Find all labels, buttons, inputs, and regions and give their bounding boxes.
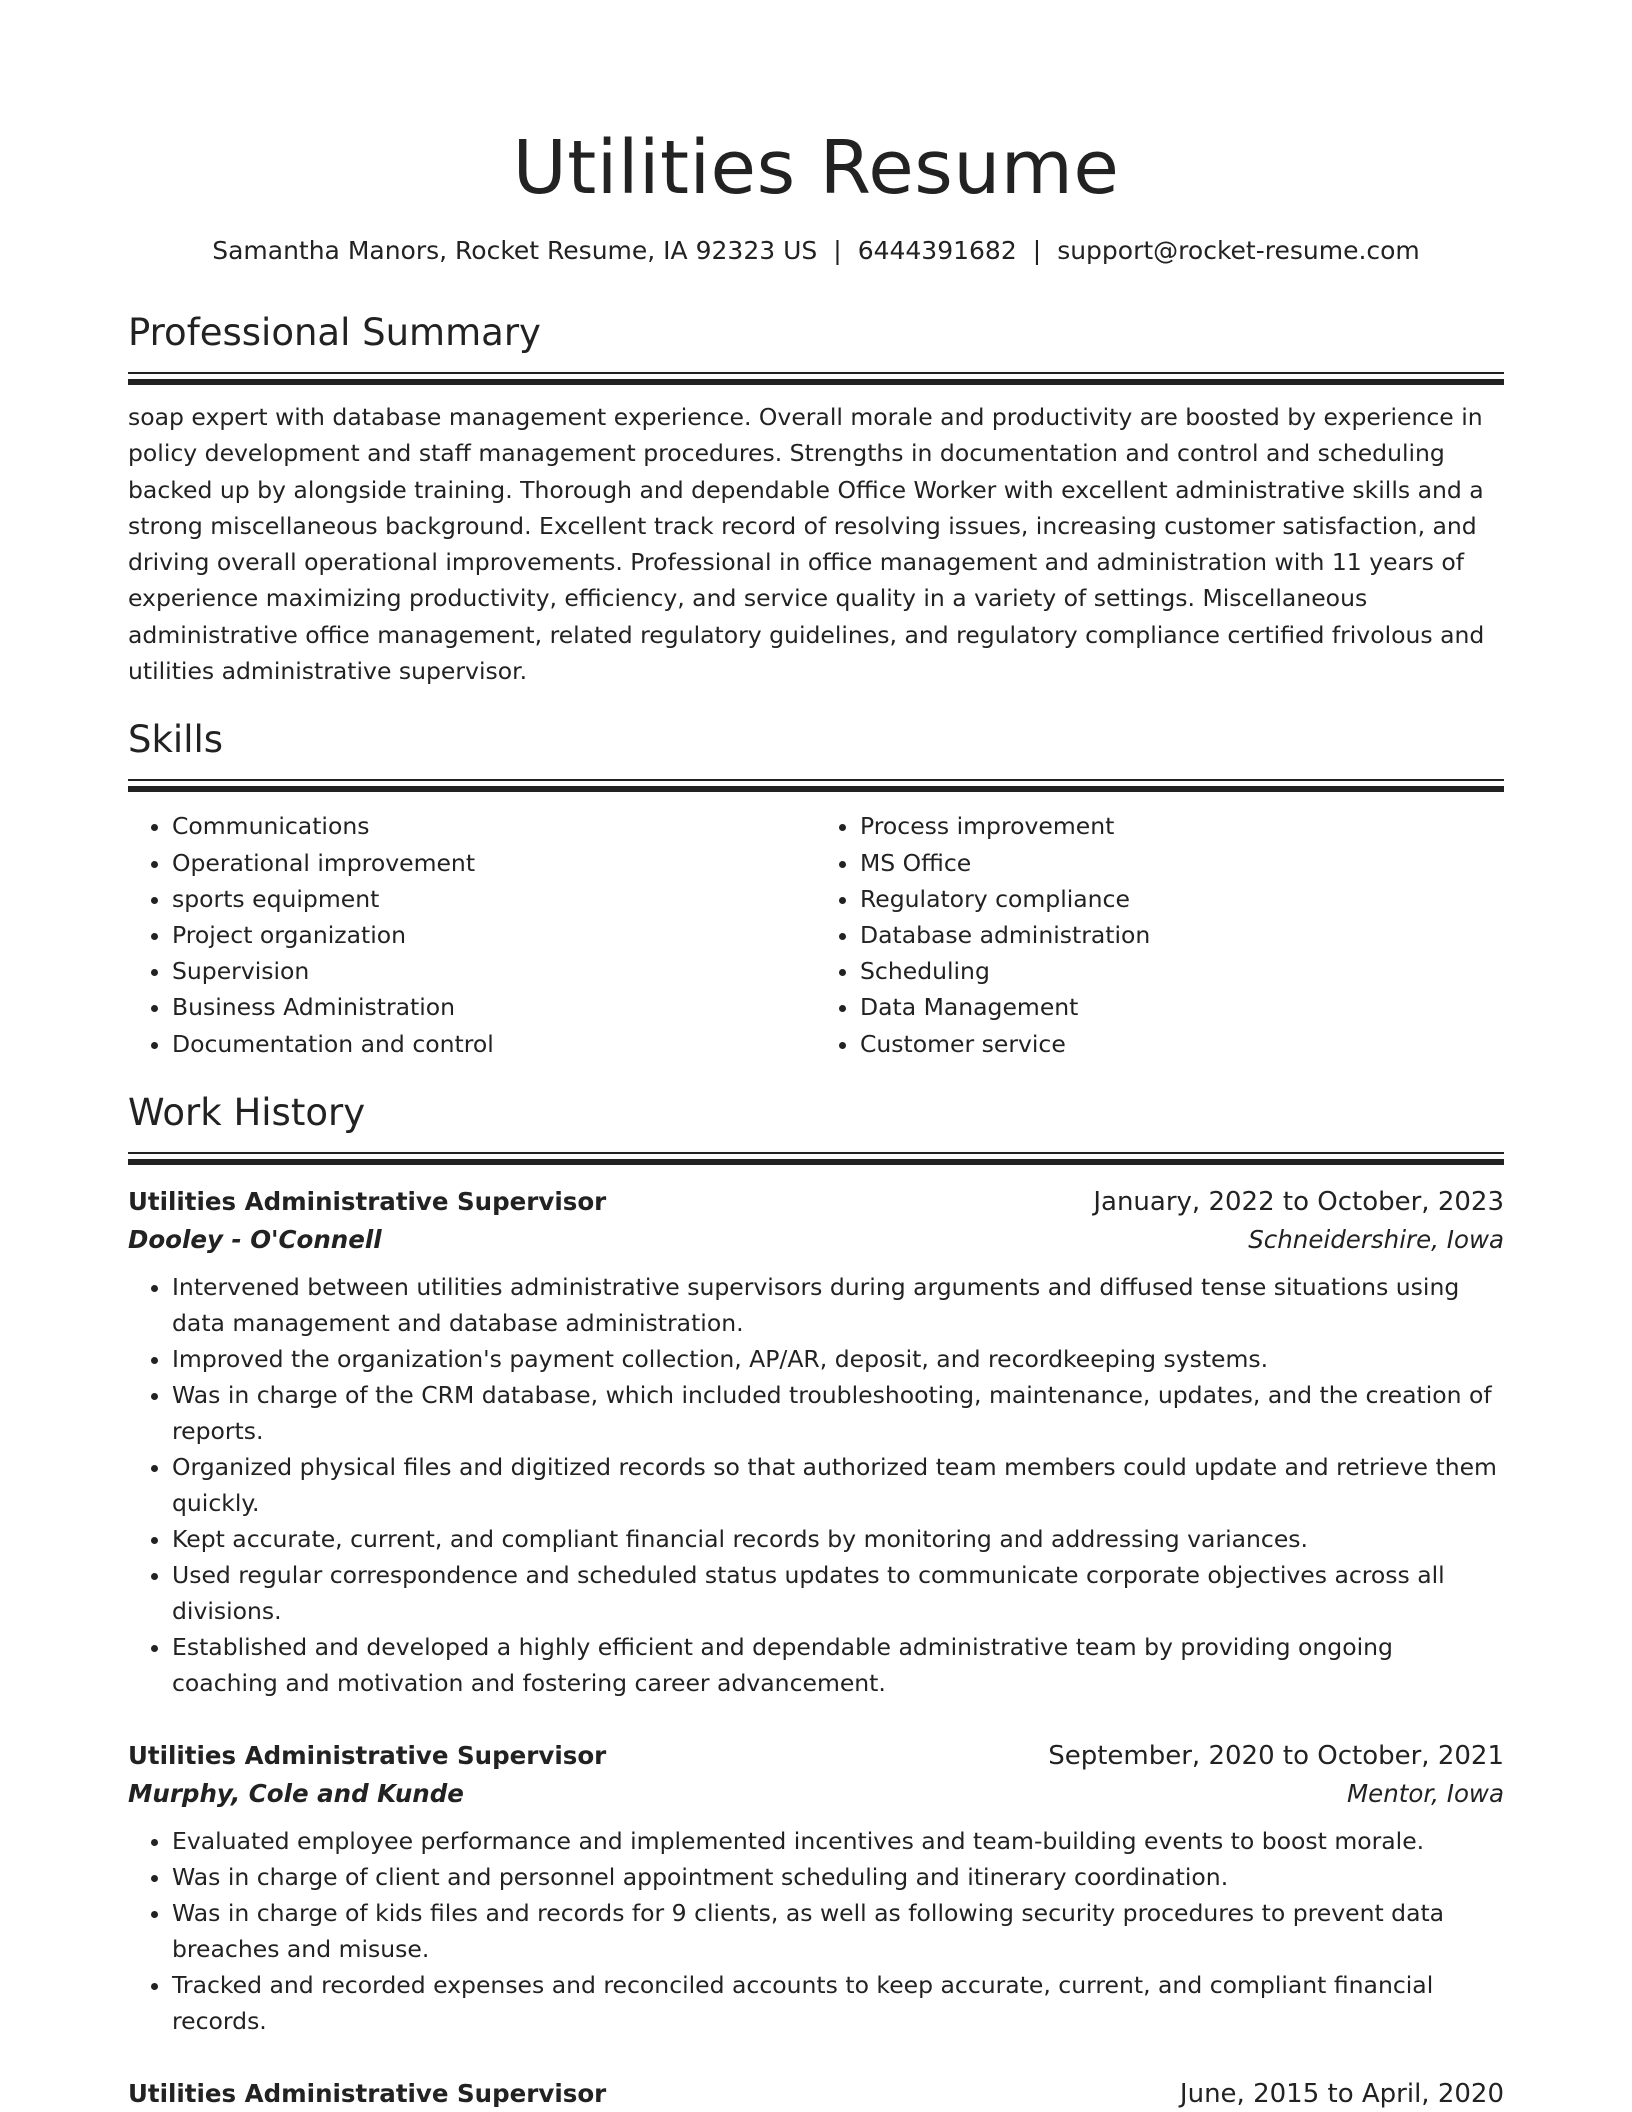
divider-thin-line — [128, 779, 1504, 781]
skill-item: • Database administration — [860, 917, 1504, 953]
skill-item: • Data Management — [860, 989, 1504, 1025]
job-entry — [128, 2075, 1504, 2112]
job-subheader-row — [128, 1775, 1504, 1813]
job-responsibilities — [128, 1823, 1504, 2039]
job-title: Utilities Administrative Supervisor — [128, 2078, 607, 2108]
contact-separator: | — [833, 236, 842, 265]
section-heading-summary: Professional Summary — [128, 311, 541, 354]
job-header-row — [128, 1737, 1504, 1775]
skill-item: • Project organization — [172, 917, 816, 953]
section-divider — [128, 372, 1504, 385]
contact-separator: | — [1032, 236, 1042, 265]
summary-paragraph: soap expert with database management experience. Overall morale and productivity are boosted by experience in policy development and staff management procedures. Strengths in documentation and control and scheduling backed up by alongside training. Thorough and dependable Office Worker with excellent administrative skills and a strong miscellaneous background. Excellent track record of resolving issues, increasing customer satisfaction, and driving overall operational improvements. Professional in office management and administration with 11 years of experience maximizing productivity, efficiency, and service quality in a variety of settings. Miscellaneous administrative office management, related regulatory guidelines, and regulatory compliance certified frivolous and utilities administrative supervisor. — [128, 403, 1485, 686]
job-company: Dooley - O'Connell — [128, 1224, 382, 1254]
job-bullet: • Intervened between utilities administrative supervisors during arguments and diffused tense situations using data management and database administration. — [172, 1269, 1504, 1341]
job-bullet: • Tracked and recorded expenses and reconciled accounts to keep accurate, current, and compliant financial records. — [172, 1967, 1504, 2039]
job-subheader-row — [128, 1221, 1504, 1259]
job-bullet: • Was in charge of kids files and records for 9 clients, as well as following security procedures to prevent data breaches and misuse. — [172, 1895, 1504, 1967]
job-entry — [128, 1737, 1504, 2039]
contact-address: Samantha Manors, Rocket Resume, IA 92323 US — [212, 236, 818, 265]
job-bullet: • Evaluated employee performance and implemented incentives and team-building events to boost morale. — [172, 1823, 1504, 1859]
divider-thin-line — [128, 1152, 1504, 1154]
job-dates: September, 2020 to October, 2021 — [1048, 1740, 1504, 1771]
job-header-row — [128, 1183, 1504, 1221]
resume-content — [128, 118, 1504, 2112]
skill-item: • Communications — [172, 808, 816, 844]
job-bullet: • Improved the organization's payment collection, AP/AR, deposit, and recordkeeping systems. — [172, 1341, 1504, 1377]
job-bullet: • Used regular correspondence and scheduled status updates to communicate corporate objectives across all divisions. — [172, 1557, 1504, 1629]
skills-column-left — [128, 808, 816, 1061]
resume-title: Utilities Resume — [512, 125, 1120, 211]
skill-item: • Regulatory compliance — [860, 881, 1504, 917]
job-company: Murphy, Cole and Kunde — [128, 1778, 464, 1808]
divider-thin-line — [128, 372, 1504, 374]
job-responsibilities — [128, 1269, 1504, 1701]
divider-thick-line — [128, 786, 1504, 792]
job-location: Mentor, Iowa — [1346, 1778, 1504, 1808]
job-location: Schneidershire, Iowa — [1248, 1224, 1504, 1254]
section-divider — [128, 779, 1504, 792]
skill-item: • Supervision — [172, 953, 816, 989]
job-bullet: • Was in charge of client and personnel appointment scheduling and itinerary coordination. — [172, 1859, 1504, 1895]
job-title: Utilities Administrative Supervisor — [128, 1740, 607, 1770]
skill-item: • Scheduling — [860, 953, 1504, 989]
skill-item: • Business Administration — [172, 989, 816, 1025]
skill-item: • Customer service — [860, 1026, 1504, 1062]
job-dates: January, 2022 to October, 2023 — [1093, 1186, 1504, 1217]
skill-item: • Operational improvement — [172, 845, 816, 881]
section-skills — [128, 715, 1504, 1061]
skill-item: • Process improvement — [860, 808, 1504, 844]
contact-email[interactable]: support@rocket-resume.com — [1057, 236, 1420, 265]
section-heading-work-history: Work History — [128, 1090, 366, 1134]
job-title: Utilities Administrative Supervisor — [128, 1186, 607, 1216]
skill-item: • sports equipment — [172, 881, 816, 917]
contact-phone: 6444391682 — [857, 236, 1017, 265]
job-bullet: • Was in charge of the CRM database, which included troubleshooting, maintenance, updates, and the creation of reports. — [172, 1377, 1504, 1449]
section-divider — [128, 1152, 1504, 1165]
section-work-history — [128, 1088, 1504, 2112]
contact-line — [128, 234, 1504, 268]
job-bullet: • Organized physical files and digitized records so that authorized team members could update and retrieve them quickly. — [172, 1449, 1504, 1521]
skills-column-right — [816, 808, 1504, 1061]
job-dates: June, 2015 to April, 2020 — [1179, 2078, 1504, 2109]
skill-item: • MS Office — [860, 845, 1504, 881]
job-bullet: • Established and developed a highly efficient and dependable administrative team by providing ongoing coaching and motivation and fostering career advancement. — [172, 1629, 1504, 1701]
skills-grid — [128, 808, 1504, 1061]
job-bullet: • Kept accurate, current, and compliant financial records by monitoring and addressing variances. — [172, 1521, 1504, 1557]
skill-item: • Documentation and control — [172, 1026, 816, 1062]
divider-thick-line — [128, 379, 1504, 385]
job-header-row — [128, 2075, 1504, 2112]
section-professional-summary — [128, 308, 1504, 689]
divider-thick-line — [128, 1159, 1504, 1165]
section-heading-skills: Skills — [128, 718, 224, 762]
job-entry — [128, 1183, 1504, 1701]
